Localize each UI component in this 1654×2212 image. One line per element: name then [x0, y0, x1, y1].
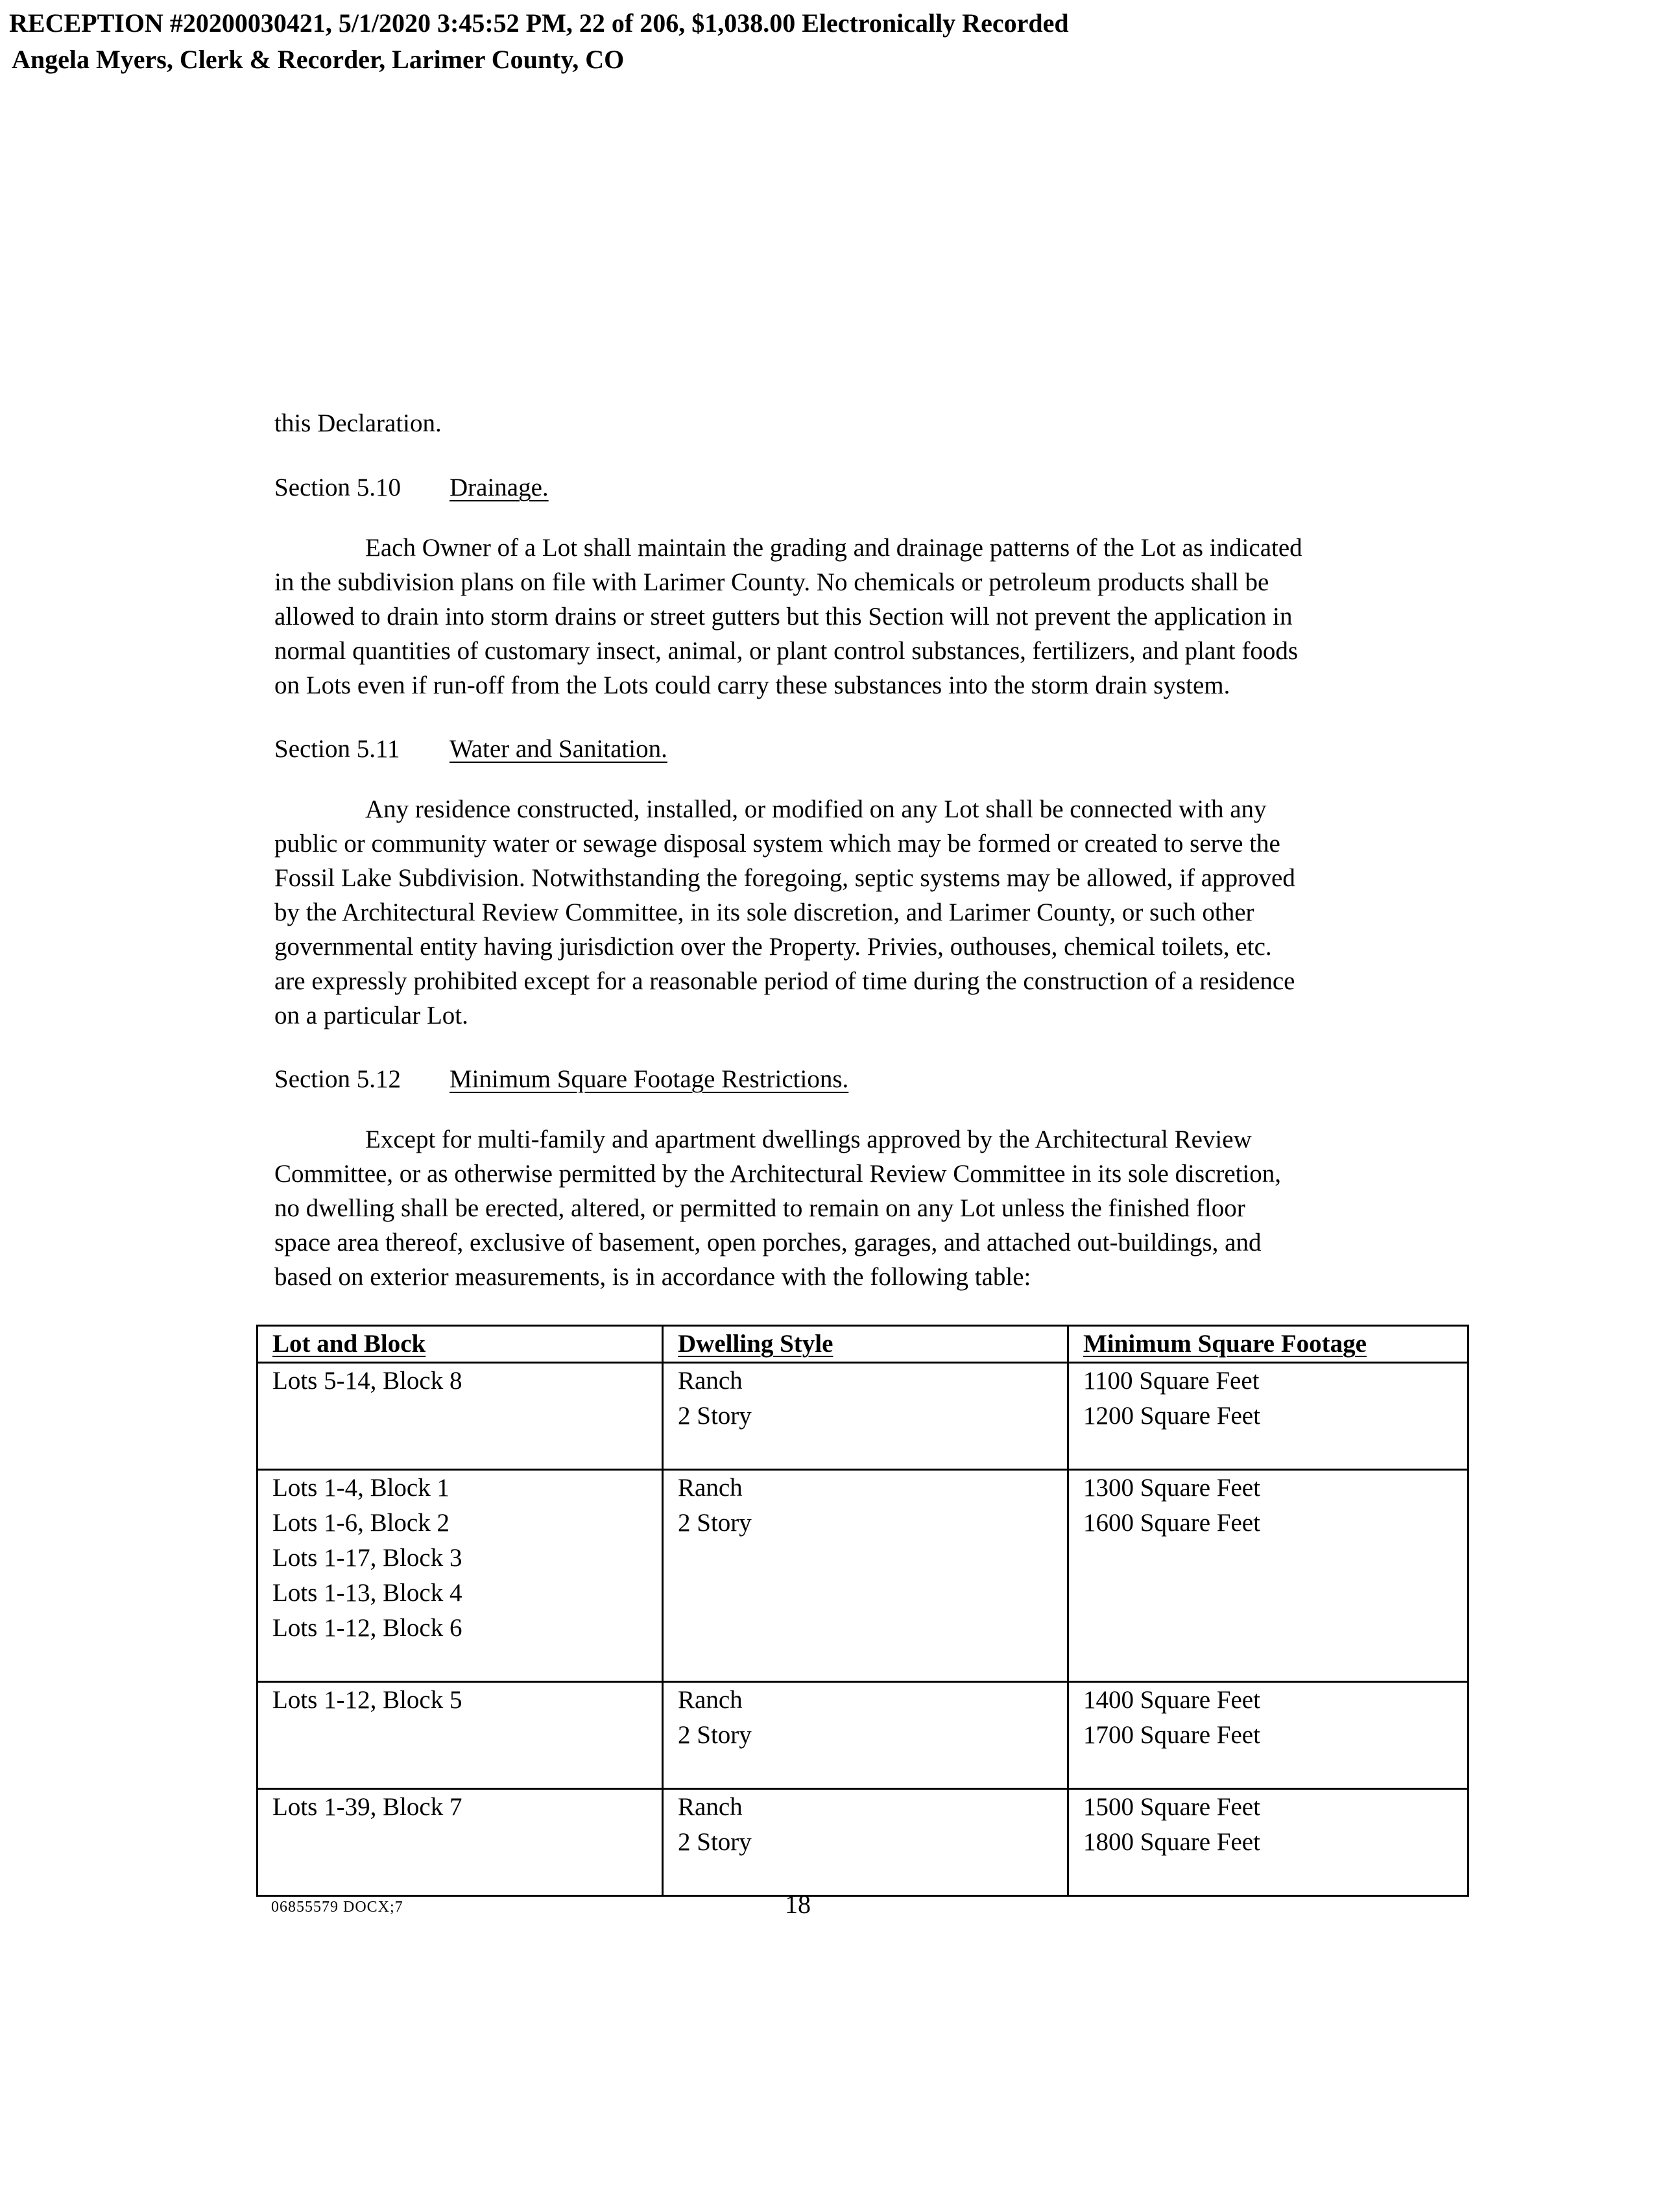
square-footage-cell: 1300 Square Feet 1600 Square Feet — [1068, 1470, 1468, 1682]
column-header-dwelling-style: Dwelling Style — [663, 1326, 1068, 1363]
section-heading — [274, 732, 1481, 766]
paragraph-line: Any residence constructed, installed, or modified on any Lot shall be connected with any — [365, 795, 1267, 823]
lot-block-cell: Lots 1-12, Block 5 — [258, 1682, 663, 1789]
paragraph-line: based on exterior measurements, is in accordance with the following table: — [274, 1263, 1031, 1291]
section-5-12-body — [274, 1122, 1481, 1294]
dwelling-style-cell: Ranch 2 Story — [663, 1363, 1068, 1470]
table-header-row — [258, 1326, 1468, 1363]
lot-block-cell: Lots 1-4, Block 1 Lots 1-6, Block 2 Lots 1-17, Block 3 Lots 1-13, Block 4 Lots 1-12, Block 6 — [258, 1470, 663, 1682]
paragraph-line: governmental entity having jurisdiction over the Property. Privies, outhouses, chemical toilets, etc. — [274, 933, 1272, 961]
paragraph-line: public or community water or sewage disposal system which may be formed or created to serve the — [274, 830, 1280, 858]
lot-block-cell: Lots 5-14, Block 8 — [258, 1363, 663, 1470]
paragraph-line: allowed to drain into storm drains or street gutters but this Section will not prevent the application in — [274, 603, 1293, 631]
paragraph-line: Each Owner of a Lot shall maintain the grading and drainage patterns of the Lot as indicated — [365, 534, 1302, 562]
paragraph-line: by the Architectural Review Committee, in its sole discretion, and Larimer County, or such other — [274, 898, 1254, 926]
paragraph-line: Committee, or as otherwise permitted by the Architectural Review Committee in its sole discretion, — [274, 1160, 1282, 1188]
dwelling-style-cell: Ranch 2 Story — [663, 1682, 1068, 1789]
section-title: Minimum Square Footage Restrictions. — [449, 1065, 849, 1093]
paragraph-line: on Lots even if run-off from the Lots could carry these substances into the storm drain system. — [274, 671, 1230, 699]
square-footage-cell: 1500 Square Feet 1800 Square Feet — [1068, 1789, 1468, 1896]
section-heading — [274, 1062, 1481, 1096]
intro-line — [274, 406, 1481, 440]
table-row — [258, 1470, 1468, 1682]
square-footage-cell: 1400 Square Feet 1700 Square Feet — [1068, 1682, 1468, 1789]
section-5-11 — [274, 732, 1481, 766]
section-5-11-body — [274, 792, 1481, 1033]
table-row — [258, 1682, 1468, 1789]
section-5-12 — [274, 1062, 1481, 1096]
recording-header-line-1: RECEPTION #20200030421, 5/1/2020 3:45:52 PM, 22 of 206, $1,038.00 Electronically Recorded — [9, 8, 1069, 38]
dwelling-style-cell: Ranch 2 Story — [663, 1789, 1068, 1896]
intro-text: this Declaration. — [274, 409, 442, 437]
section-number: Section 5.10 — [274, 474, 401, 501]
paragraph-line: Fossil Lake Subdivision. Notwithstanding the foregoing, septic systems may be allowed, if approved — [274, 864, 1295, 892]
dwelling-style-cell: Ranch 2 Story — [663, 1470, 1068, 1682]
column-header-lot-and-block: Lot and Block — [258, 1326, 663, 1363]
paragraph-line: space area thereof, exclusive of basement, open porches, garages, and attached out-buildings, and — [274, 1229, 1262, 1256]
square-footage-cell: 1100 Square Feet 1200 Square Feet — [1068, 1363, 1468, 1470]
lot-block-cell: Lots 1-39, Block 7 — [258, 1789, 663, 1896]
section-heading — [274, 470, 1481, 505]
section-number: Section 5.11 — [274, 735, 400, 763]
page-number: 18 — [785, 1890, 811, 1919]
paragraph-line: no dwelling shall be erected, altered, or permitted to remain on any Lot unless the finished floor — [274, 1194, 1245, 1222]
table-row — [258, 1363, 1468, 1470]
square-footage-table — [256, 1325, 1469, 1897]
paragraph-line: in the subdivision plans on file with Larimer County. No chemicals or petroleum products shall be — [274, 568, 1269, 596]
section-5-10-body — [274, 531, 1481, 703]
document-code: 06855579 DOCX;7 — [271, 1899, 403, 1916]
recording-header — [9, 5, 1069, 78]
recording-header-line-2: Angela Myers, Clerk & Recorder, Larimer County, CO — [12, 45, 625, 74]
paragraph-line: are expressly prohibited except for a reasonable period of time during the construction of a residence — [274, 967, 1295, 995]
paragraph-line: Except for multi-family and apartment dwellings approved by the Architectural Review — [365, 1125, 1252, 1153]
section-number: Section 5.12 — [274, 1065, 401, 1093]
paragraph-line: normal quantities of customary insect, animal, or plant control substances, fertilizers, and plant foods — [274, 637, 1298, 665]
column-header-minimum-square-footage: Minimum Square Footage — [1068, 1326, 1468, 1363]
table-row — [258, 1789, 1468, 1896]
section-5-10 — [274, 470, 1481, 505]
paragraph-line: on a particular Lot. — [274, 1002, 468, 1029]
section-title: Drainage. — [449, 474, 549, 501]
section-title: Water and Sanitation. — [449, 735, 667, 763]
